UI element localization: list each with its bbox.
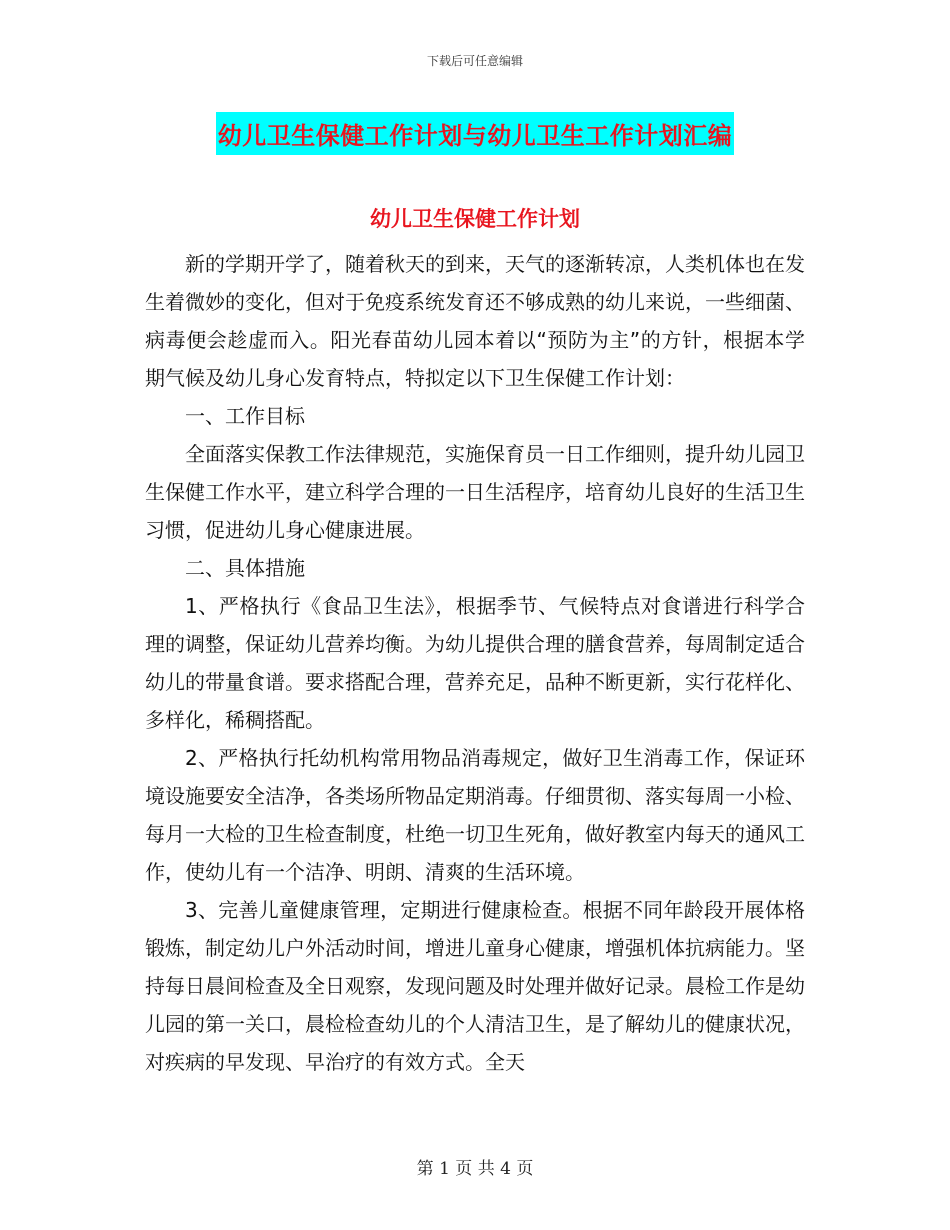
paragraph-measure-2: 2、严格执行托幼机构常用物品消毒规定，做好卫生消毒工作，保证环境设施要安全洁净，各类场所物品定期消毒。仔细贯彻、落实每周一小检、每月一大检的卫生检查制度，杜绝一切卫生死角，做好教室内每天的通风工作，使幼儿有一个洁净、明朗、清爽的生活环境。 (145, 746, 805, 884)
heading-work-goals: 一、工作目标 (185, 404, 305, 428)
heading-specific-measures: 二、具体措施 (185, 556, 305, 580)
section-title: 幼儿卫生保健工作计划 (370, 207, 580, 231)
paragraph-measure-1: 1、严格执行《食品卫生法》，根据季节、气候特点对食谱进行科学合理的调整，保证幼儿营养均衡。为幼儿提供合理的膳食营养，每周制定适合幼儿的带量食谱。要求搭配合理，营养充足，品种不断更新，实行花样化、多样化，稀稠搭配。 (145, 594, 805, 732)
page-footer-number: 第 1 页 共 4 页 (416, 1159, 534, 1179)
paragraph-intro: 新的学期开学了，随着秋天的到来，天气的逐渐转凉，人类机体也在发生着微妙的变化，但对于免疫系统发育还不够成熟的幼儿来说，一些细菌、病毒便会趁虚而入。阳光春苗幼儿园本着以“预防为主”的方针，根据本学期气候及幼儿身心发育特点，特拟定以下卫生保健工作计划： (145, 252, 805, 390)
paragraph-measure-3: 3、完善儿童健康管理，定期进行健康检查。根据不同年龄段开展体格锻炼，制定幼儿户外活动时间，增进儿童身心健康，增强机体抗病能力。坚持每日晨间检查及全日观察，发现问题及时处理并做好记录。晨检工作是幼儿园的第一关口，晨检检查幼儿的个人清洁卫生，是了解幼儿的健康状况，对疾病的早发现、早治疗的有效方式。全天 (145, 898, 805, 1074)
document-title: 幼儿卫生保健工作计划与幼儿卫生工作计划汇编 (216, 112, 735, 155)
paragraph-work-goals: 全面落实保教工作法律规范，实施保育员一日工作细则，提升幼儿园卫生保健工作水平，建立科学合理的一日生活程序，培育幼儿良好的生活卫生习惯，促进幼儿身心健康进展。 (145, 442, 805, 542)
page-header-note: 下载后可任意编辑 (426, 54, 523, 68)
document-title-container (0, 112, 950, 155)
document-body (145, 245, 805, 1081)
